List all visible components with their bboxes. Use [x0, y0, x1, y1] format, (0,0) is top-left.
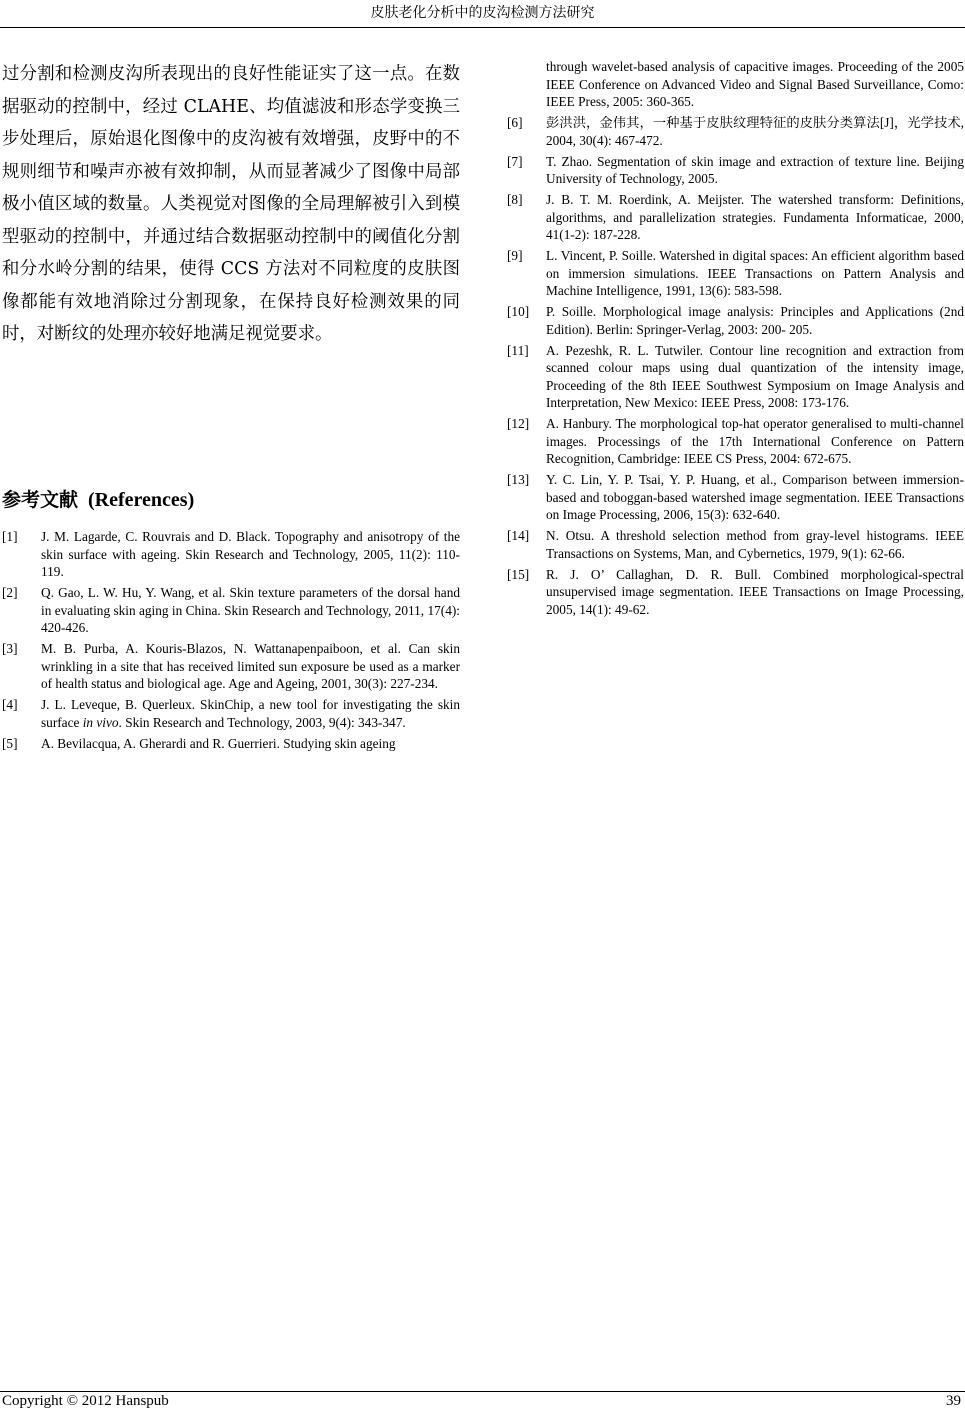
reference-text: Y. C. Lin, Y. P. Tsai, Y. P. Huang, et al., Comparison between immersion-based and toboggan-based watershed image segmentation. IEEE Transactions on Image Processing, 2006, 15(3): 632-640.	[546, 472, 964, 522]
reference-item	[507, 415, 964, 468]
reference-item	[507, 303, 964, 338]
left-column	[2, 58, 460, 751]
reference-number: [6]	[507, 115, 523, 130]
reference-item	[507, 153, 964, 188]
reference-text-part: . Skin Research and Technology, 2003, 9(4): 343-347.	[118, 714, 406, 730]
reference-number: [8]	[507, 192, 523, 207]
references-heading-en: (References)	[88, 489, 195, 511]
reference-number: [2]	[2, 585, 18, 600]
reference-list-right	[507, 58, 964, 618]
reference-text: J. M. Lagarde, C. Rouvrais and D. Black. Topography and anisotropy of the skin surface with ageing. Skin Research and Technology, 2005, 11(2): 110-119.	[41, 529, 460, 579]
reference-item	[507, 342, 964, 412]
references-heading-cn: 参考文献	[2, 489, 79, 511]
reference-text: L. Vincent, P. Soille. Watershed in digital spaces: An efficient algorithm based on immersion simulations. IEEE Transactions on Pattern Analysis and Machine Intelligence, 1991, 13(6): 583-598.	[546, 248, 964, 298]
reference-text: N. Otsu. A threshold selection method from gray-level histograms. IEEE Transactions on Systems, Man, and Cybernetics, 1979, 9(1): 62-66.	[546, 528, 964, 561]
reference-text: A. Bevilacqua, A. Gherardi and R. Guerrieri. Studying skin ageing	[41, 735, 396, 751]
reference-item	[507, 191, 964, 244]
reference-number: [14]	[507, 528, 530, 543]
reference-text: Q. Gao, L. W. Hu, Y. Wang, et al. Skin texture parameters of the dorsal hand in evaluating skin aging in China. Skin Research and Technology, 2011, 17(4): 420-426.	[41, 585, 460, 635]
reference-text: A. Pezeshk, R. L. Tutwiler. Contour line recognition and extraction from scanned colour maps using dual quantization of the intensity image, Proceeding of the 8th IEEE Southwest Symposium on Image Analysis and Interpretation, New Mexico: IEEE Press, 2008: 173-176.	[546, 342, 964, 410]
reference-number: [5]	[2, 735, 18, 751]
reference-number: [1]	[2, 529, 18, 544]
reference-text	[41, 696, 460, 731]
footer-copyright: Copyright © 2012 Hanspub	[2, 1393, 169, 1409]
reference-text: J. B. T. M. Roerdink, A. Meijster. The watershed transform: Definitions, algorithms, and parallelization strategies. Fundamenta Informaticae, 2000, 41(1-2): 187-228.	[546, 192, 964, 242]
reference-item	[507, 566, 964, 619]
reference-text-italic: in vivo	[82, 714, 119, 730]
reference-item	[507, 114, 964, 149]
reference-text: through wavelet-based analysis of capacitive images. Proceeding of the 2005 IEEE Conference on Advanced Video and Signal Based Surveillance, Como: IEEE Press, 2005: 360-365.	[546, 59, 964, 109]
reference-number: [12]	[507, 416, 530, 431]
right-column	[507, 58, 964, 622]
reference-number: [7]	[507, 153, 523, 169]
reference-number: [15]	[507, 566, 530, 582]
reference-text-part: J. L. Leveque, B. Querleux. SkinChip, a new tool for investigating the skin surface	[41, 697, 460, 730]
reference-number: [3]	[2, 641, 18, 656]
reference-item	[507, 527, 964, 562]
reference-number: [13]	[507, 472, 530, 487]
reference-item	[2, 584, 460, 637]
reference-number: [10]	[507, 304, 530, 319]
footer-rule	[0, 1391, 965, 1392]
running-header: 皮肤老化分析中的皮沟检测方法研究	[370, 5, 595, 21]
reference-text: M. B. Purba, A. Kouris-Blazos, N. Wattanapenpaiboon, et al. Can skin wrinkling in a site that has received limited sun exposure be used as a marker of health status and biological age. Age and Ageing, 2001, 30(3): 227-234.	[41, 641, 460, 691]
reference-item	[2, 640, 460, 693]
reference-item	[2, 735, 460, 753]
reference-text: 彭洪洪，金伟其，一种基于皮肤纹理特征的皮肤分类算法[J]，光学技术, 2004, 30(4): 467-472.	[546, 115, 964, 148]
body-paragraph: 过分割和检测皮沟所表现出的良好性能证实了这一点。在数据驱动的控制中，经过 CLAHE、均值滤波和形态学变换三步处理后，原始退化图像中的皮沟被有效增强，皮野中的不规则细节和噪声亦被有效抑制，从而显著减少了图像中局部极小值区域的数量。人类视觉对图像的全局理解被引入到模型驱动的控制中，并通过结合数据驱动控制中的阈值化分割和分水岭分割的结果，使得 CCS 方法对不同粒度的皮肤图像都能有效地消除过分割现象，在保持良好检测效果的同时，对断纹的处理亦较好地满足视觉要求。	[2, 64, 460, 344]
reference-item	[507, 247, 964, 300]
reference-item	[507, 471, 964, 524]
reference-text: P. Soille. Morphological image analysis: Principles and Applications (2nd Edition). Berlin: Springer-Verlag, 2003: 200- 205.	[546, 304, 964, 337]
reference-number: [11]	[507, 342, 529, 358]
reference-number: [9]	[507, 248, 523, 263]
reference-text: A. Hanbury. The morphological top-hat operator generalised to multi-channel images. Processings of the 17th International Conference on Pattern Recognition, Cambridge: IEEE CS Press, 2004: 672-675.	[546, 416, 964, 466]
header-rule	[0, 27, 965, 28]
reference-text: T. Zhao. Segmentation of skin image and extraction of texture line. Beijing University of Technology, 2005.	[546, 153, 964, 186]
reference-number: [4]	[2, 697, 18, 712]
references-heading	[2, 485, 460, 512]
reference-item-continued	[507, 58, 964, 111]
reference-text: R. J. O’ Callaghan, D. R. Bull. Combined morphological-spectral unsupervised image segmentation. IEEE Transactions on Image Processing, 2005, 14(1): 49-62.	[546, 566, 964, 617]
reference-list-left	[2, 528, 460, 756]
reference-item	[2, 696, 460, 731]
page-number: 39	[946, 1393, 961, 1409]
reference-item	[2, 528, 460, 581]
